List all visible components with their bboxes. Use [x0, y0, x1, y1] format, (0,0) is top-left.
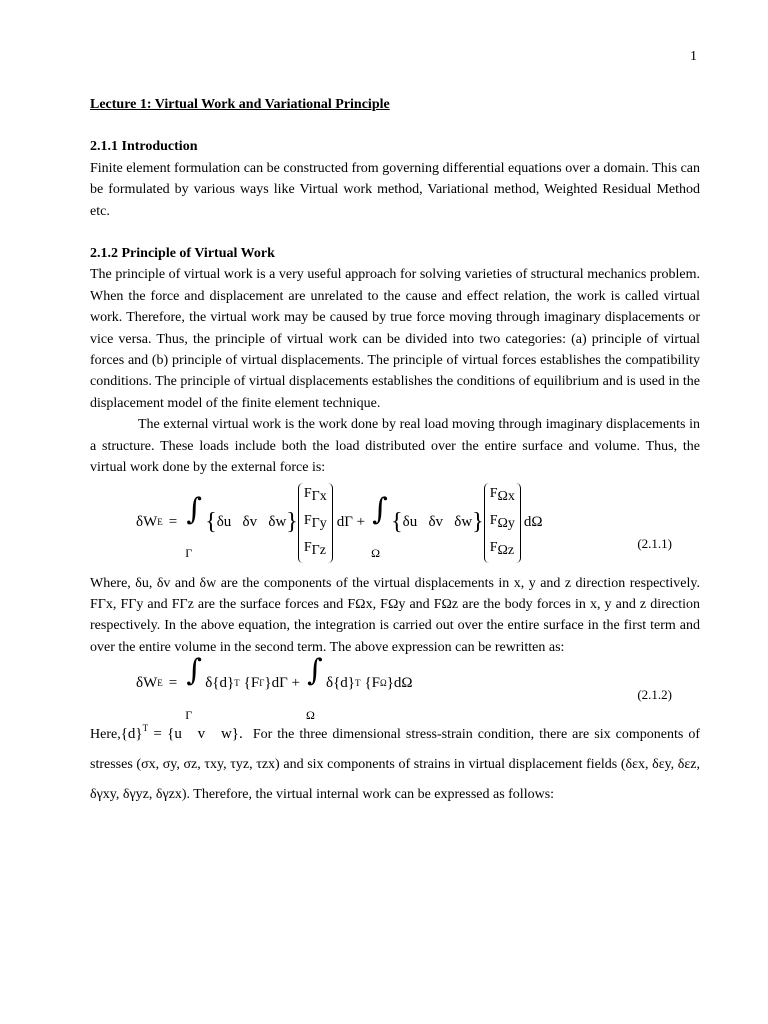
lecture-title: Lecture 1: Virtual Work and Variational Principle [90, 97, 390, 112]
equation-2-1-2: δW E = ∫ Γ δ{d} T {F Γ }dΓ + ∫ Ω δ{d} T {F Ω }dΩ (2.1.2) [136, 653, 672, 722]
surface-force-vector: FΓx FΓy FΓz [298, 483, 333, 563]
stress-strain-paragraph: $Here,\{d\}^T = \{u$ v w}. For the three dimensional stress-strain condition, there are six components of stresses (σx, σy, σz, τxy, τyz, τzx) and six components of strains in virtual displacement fields (δεx, δεy, δεz, δγxy, δγyz, δγzx). Therefore, the virtual internal work can be expressed as follows: [90, 723, 701, 803]
integral-sign: ∫ Ω [306, 653, 323, 722]
eq1-lhs: δW [136, 513, 158, 530]
eq1-explanation-paragraph: Where, δu, δv and δw are the components of the virtual displacements in x, y and z direction respectively. FΓx, FΓy and FΓz are the surface forces and FΩx, FΩy and FΩz are the body forces in x, y and z direction respectively. In the above equation, the integration is carried out over the entire surface in the first term and over the entire volume in the second term. The above expression can be rewritten as: [90, 575, 700, 655]
page-content [90, 94, 700, 810]
d-vector-definition: $\{d\}^T = \{u$ v w}. [120, 723, 243, 743]
eq1-row-vector-2: δu δv δw [402, 513, 473, 530]
page-number: 1 [690, 49, 697, 64]
eq1-row-vector-1: δu δv δw [216, 513, 287, 530]
equation-number-2-1-1: (2.1.1) [637, 535, 672, 551]
integral-sign: ∫ Γ [185, 653, 202, 722]
virtual-work-paragraph: The principle of virtual work is a very useful approach for solving varieties of structural mechanics problem. When the force and displacement are unrelated to the cause and effect relation, the work is called virtual work. Therefore, the virtual work may be caused by true force moving through imaginary displacements or vice versa. Thus, the principle of virtual work can be divided into two categories: (a) principle of virtual forces and (b) principle of virtual displacements. The principle of virtual forces establishes the compatibility conditions. The principle of virtual displacements establishes the conditions of equilibrium and is used in the displacement model of the finite element technique. [90, 267, 700, 411]
integral-sign: ∫ Ω [371, 491, 388, 561]
section-heading-introduction: 2.1.1 Introduction [90, 139, 198, 155]
section-heading-virtual-work: 2.1.2 Principle of Virtual Work [90, 246, 275, 262]
intro-paragraph: Finite element formulation can be constructed from governing differential equations over a domain. This can be formulated by various ways like Virtual work method, Variational method, Weighted Residual Method etc. [90, 160, 700, 219]
equation-2-1-1: δW E = ∫ Γ { δu δv δw } FΓx FΓy FΓz dΓ + ∫ Ω { δu δv δw } FΩx FΩy FΩz dΩ (2.1.1) [90, 479, 700, 573]
body-force-vector: FΩx FΩy FΩz [484, 483, 521, 563]
equation-number-2-1-2: (2.1.2) [637, 687, 672, 703]
integral-sign: ∫ Γ [185, 491, 202, 561]
external-work-paragraph: The external virtual work is the work done by real load moving through imaginary displacements in a structure. These loads include both the load distributed over the entire surface and volume. Thus, the virtual work done by the external force is: [90, 417, 700, 476]
